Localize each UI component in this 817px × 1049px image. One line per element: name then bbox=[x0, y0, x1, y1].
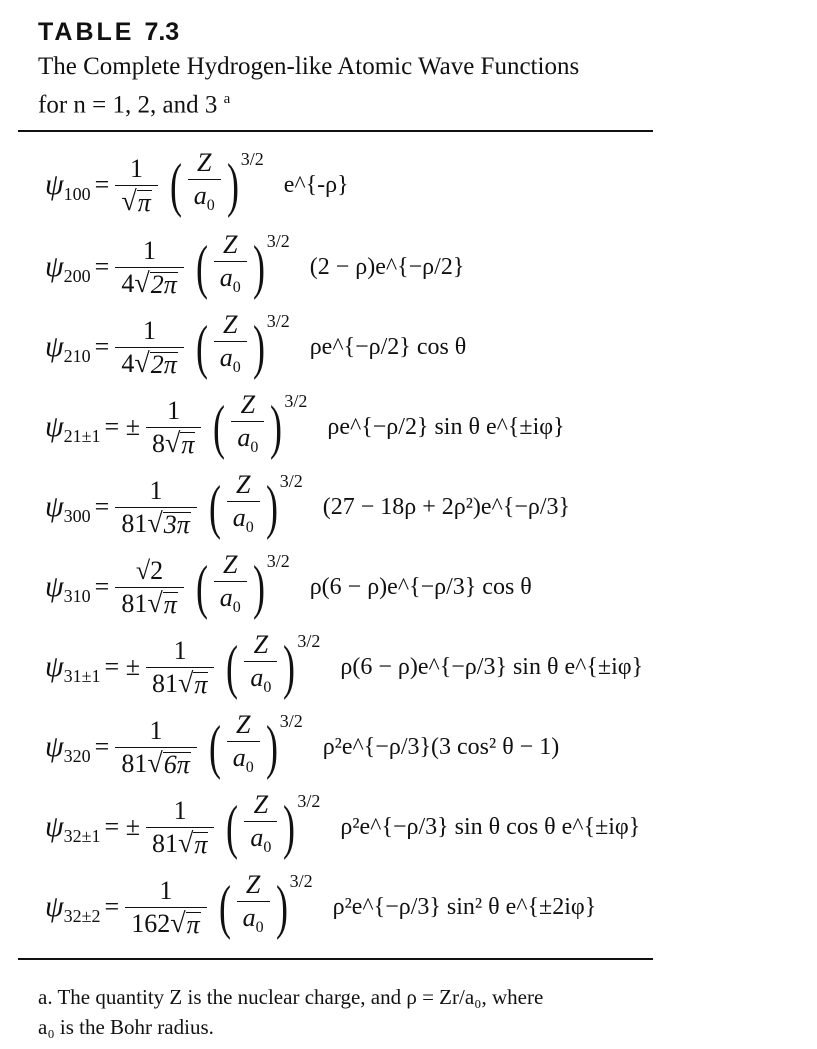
z-symbol: Z bbox=[253, 790, 269, 820]
exponent: 3/2 bbox=[279, 470, 303, 491]
z-over-a0 bbox=[227, 711, 260, 782]
psi-symbol: ψ bbox=[45, 650, 64, 683]
relation: = ± bbox=[104, 812, 140, 841]
coefficient bbox=[146, 637, 214, 698]
equation-row bbox=[45, 312, 466, 382]
radical-sign: √ bbox=[177, 827, 194, 859]
radical-sign: √ bbox=[147, 507, 163, 539]
a0-symbol bbox=[214, 581, 247, 622]
psi-symbol: ψ bbox=[45, 570, 64, 603]
table-title-footnote-marker: a bbox=[223, 91, 231, 107]
radicand: π bbox=[194, 669, 208, 699]
z-symbol: Z bbox=[235, 470, 251, 500]
right-paren: ) bbox=[283, 794, 296, 860]
relation: = bbox=[94, 170, 110, 199]
radial-angular-factor: e^{-ρ} bbox=[283, 171, 349, 198]
coefficient-denominator bbox=[115, 587, 183, 618]
coefficient bbox=[115, 717, 196, 778]
radial-angular-factor: ρ²e^{−ρ/3} sin θ cos θ e^{±iφ} bbox=[340, 813, 641, 840]
coefficient-denominator bbox=[125, 907, 206, 938]
relation: = bbox=[94, 732, 110, 761]
right-paren: ) bbox=[252, 234, 265, 300]
radicand: 3π bbox=[163, 509, 190, 539]
equation-row bbox=[45, 872, 596, 942]
z-over-a0 bbox=[244, 631, 277, 702]
a-symbol: a bbox=[219, 583, 233, 613]
top-rule bbox=[18, 130, 653, 132]
radicand: π bbox=[137, 187, 151, 217]
z-over-a0-term bbox=[205, 471, 303, 542]
coefficient-numerator: 1 bbox=[167, 395, 181, 425]
left-paren: ( bbox=[226, 634, 239, 700]
quantum-numbers: 21±1 bbox=[63, 425, 101, 446]
radicand: 6π bbox=[163, 749, 190, 779]
z-symbol: Z bbox=[240, 390, 256, 420]
z-over-a0 bbox=[237, 871, 270, 942]
coefficient-denominator bbox=[146, 667, 214, 698]
z-over-a0 bbox=[231, 391, 264, 462]
denominator-lead: 4 bbox=[121, 268, 135, 298]
radical-sign: √ bbox=[134, 347, 150, 379]
square-root bbox=[121, 185, 151, 217]
footnote-line1: a. The quantity Z is the nuclear charge, and ρ = Zr/a₀, where bbox=[38, 985, 544, 1009]
a0-symbol bbox=[227, 741, 260, 782]
a-symbol: a bbox=[219, 343, 233, 373]
z-symbol: Z bbox=[222, 550, 238, 580]
relation: = bbox=[94, 252, 110, 281]
table-label bbox=[38, 18, 179, 47]
left-paren: ( bbox=[218, 874, 231, 940]
right-paren: ) bbox=[226, 152, 239, 218]
radial-angular-factor: (2 − ρ)e^{−ρ/2} bbox=[309, 253, 465, 280]
denominator-lead: 81 bbox=[151, 828, 178, 858]
square-root bbox=[147, 507, 190, 539]
coefficient-numerator: 1 bbox=[143, 235, 157, 265]
a0-symbol bbox=[231, 421, 264, 462]
coefficient-numerator: 1 bbox=[173, 635, 187, 665]
quantum-numbers: 300 bbox=[63, 505, 91, 526]
radial-angular-factor: (27 − 18ρ + 2ρ²)e^{−ρ/3} bbox=[322, 493, 571, 520]
radical-sign: √ bbox=[177, 667, 194, 699]
z-symbol: Z bbox=[222, 310, 238, 340]
z-over-a0-term bbox=[192, 311, 290, 382]
equation-row bbox=[45, 472, 570, 542]
right-paren: ) bbox=[265, 474, 278, 540]
denominator-lead: 4 bbox=[121, 348, 135, 378]
coefficient bbox=[115, 477, 196, 538]
equation-row bbox=[45, 712, 559, 782]
square-root bbox=[164, 427, 195, 459]
psi-symbol: ψ bbox=[45, 890, 64, 923]
left-paren: ( bbox=[195, 554, 208, 620]
left-paren: ( bbox=[195, 314, 208, 380]
radicand: π bbox=[186, 909, 200, 939]
z-symbol: Z bbox=[235, 710, 251, 740]
a0-symbol bbox=[188, 179, 221, 220]
coefficient-denominator bbox=[115, 347, 183, 378]
denominator-lead: 81 bbox=[121, 588, 148, 618]
coefficient-numerator: 1 bbox=[149, 715, 163, 745]
a0-subscript: 0 bbox=[206, 197, 215, 215]
z-over-a0 bbox=[188, 149, 221, 220]
footnote-line2: a₀ is the Bohr radius. bbox=[38, 1015, 214, 1039]
left-paren: ( bbox=[208, 474, 221, 540]
radicand: 2π bbox=[150, 269, 177, 299]
z-over-a0-term bbox=[222, 791, 320, 862]
radicand: 2π bbox=[150, 349, 177, 379]
a-symbol: a bbox=[237, 423, 251, 453]
coefficient-denominator bbox=[115, 267, 183, 298]
z-over-a0-term bbox=[205, 711, 303, 782]
coefficient-denominator bbox=[146, 427, 201, 458]
square-root bbox=[134, 267, 177, 299]
a0-subscript: 0 bbox=[232, 599, 241, 617]
exponent: 3/2 bbox=[266, 230, 290, 251]
radial-angular-factor: ρ(6 − ρ)e^{−ρ/3} sin θ e^{±iφ} bbox=[340, 653, 644, 680]
exponent: 3/2 bbox=[266, 550, 290, 571]
right-paren: ) bbox=[265, 714, 278, 780]
coefficient-denominator bbox=[115, 507, 196, 538]
square-root bbox=[170, 907, 200, 939]
a0-symbol bbox=[214, 341, 247, 382]
a0-subscript: 0 bbox=[232, 359, 241, 377]
radial-angular-factor: ρe^{−ρ/2} cos θ bbox=[309, 333, 467, 360]
table-number: 7.3 bbox=[144, 18, 180, 46]
a0-symbol bbox=[214, 261, 247, 302]
radical-sign: √ bbox=[164, 427, 181, 459]
exponent: 3/2 bbox=[289, 870, 313, 891]
left-paren: ( bbox=[169, 152, 182, 218]
denominator-lead: 81 bbox=[121, 508, 148, 538]
z-over-a0 bbox=[244, 791, 277, 862]
a-symbol: a bbox=[193, 181, 207, 211]
a0-subscript: 0 bbox=[245, 759, 254, 777]
quantum-numbers: 320 bbox=[63, 745, 91, 766]
z-over-a0 bbox=[214, 231, 247, 302]
z-symbol: Z bbox=[196, 148, 212, 178]
z-over-a0-term bbox=[192, 231, 290, 302]
coefficient-numerator: 1 bbox=[130, 153, 144, 183]
table-title-line1: The Complete Hydrogen-like Atomic Wave Functions bbox=[38, 53, 580, 80]
radical-sign: √ bbox=[147, 747, 163, 779]
a0-subscript: 0 bbox=[255, 919, 264, 937]
coefficient bbox=[115, 237, 183, 298]
z-symbol: Z bbox=[222, 230, 238, 260]
quantum-numbers: 32±1 bbox=[63, 825, 101, 846]
table-title-line2 bbox=[38, 84, 658, 120]
relation: = bbox=[104, 892, 120, 921]
a0-symbol bbox=[237, 901, 270, 942]
z-over-a0-term bbox=[166, 149, 264, 220]
denominator-lead: 8 bbox=[151, 428, 165, 458]
denominator-lead: 81 bbox=[151, 668, 178, 698]
coefficient bbox=[115, 557, 183, 618]
table-title-line2-text: for n = 1, 2, and 3 bbox=[38, 91, 218, 119]
coefficient-denominator bbox=[115, 185, 157, 216]
quantum-numbers: 32±2 bbox=[63, 905, 101, 926]
square-root bbox=[177, 667, 208, 699]
equation-row bbox=[45, 150, 349, 220]
radicand: π bbox=[163, 589, 177, 619]
exponent: 3/2 bbox=[284, 390, 308, 411]
radial-angular-factor: ρ²e^{−ρ/3}(3 cos² θ − 1) bbox=[322, 733, 560, 760]
psi-symbol: ψ bbox=[45, 250, 64, 283]
exponent: 3/2 bbox=[266, 310, 290, 331]
a0-symbol bbox=[244, 821, 277, 862]
radicand: π bbox=[181, 429, 195, 459]
z-over-a0-term bbox=[215, 871, 313, 942]
z-over-a0-term bbox=[192, 551, 290, 622]
table-label-word: TABLE bbox=[38, 18, 135, 46]
right-paren: ) bbox=[275, 874, 288, 940]
a-symbol: a bbox=[219, 263, 233, 293]
equation-row bbox=[45, 232, 464, 302]
equation-row bbox=[45, 392, 565, 462]
equation-row bbox=[45, 632, 643, 702]
a0-symbol bbox=[227, 501, 260, 542]
psi-symbol: ψ bbox=[45, 730, 64, 763]
quantum-numbers: 310 bbox=[63, 585, 91, 606]
coefficient-numerator: 1 bbox=[143, 315, 157, 345]
z-symbol: Z bbox=[253, 630, 269, 660]
z-over-a0 bbox=[227, 471, 260, 542]
coefficient-numerator: 1 bbox=[159, 875, 173, 905]
quantum-numbers: 31±1 bbox=[63, 665, 101, 686]
left-paren: ( bbox=[213, 394, 226, 460]
coefficient-numerator: 1 bbox=[149, 475, 163, 505]
left-paren: ( bbox=[208, 714, 221, 780]
psi-symbol: ψ bbox=[45, 410, 64, 443]
footnote bbox=[38, 982, 658, 1042]
a0-symbol bbox=[244, 661, 277, 702]
psi-symbol: ψ bbox=[45, 168, 64, 201]
radical-sign: √ bbox=[134, 267, 150, 299]
exponent: 3/2 bbox=[279, 710, 303, 731]
coefficient bbox=[146, 797, 214, 858]
z-over-a0 bbox=[214, 311, 247, 382]
square-root bbox=[147, 747, 190, 779]
square-root bbox=[177, 827, 208, 859]
equation-row bbox=[45, 552, 532, 622]
relation: = ± bbox=[104, 412, 140, 441]
relation: = bbox=[94, 572, 110, 601]
left-paren: ( bbox=[226, 794, 239, 860]
a0-subscript: 0 bbox=[263, 679, 272, 697]
coefficient bbox=[125, 877, 206, 938]
z-over-a0-term bbox=[209, 391, 307, 462]
exponent: 3/2 bbox=[240, 148, 264, 169]
z-over-a0 bbox=[214, 551, 247, 622]
denominator-lead: 81 bbox=[121, 748, 148, 778]
radial-angular-factor: ρe^{−ρ/2} sin θ e^{±iφ} bbox=[327, 413, 565, 440]
a0-subscript: 0 bbox=[250, 439, 259, 457]
psi-symbol: ψ bbox=[45, 810, 64, 843]
relation: = bbox=[94, 492, 110, 521]
square-root bbox=[147, 587, 177, 619]
radical-sign: √ bbox=[121, 185, 137, 217]
a0-subscript: 0 bbox=[263, 839, 272, 857]
right-paren: ) bbox=[283, 634, 296, 700]
right-paren: ) bbox=[270, 394, 283, 460]
z-over-a0-term bbox=[222, 631, 320, 702]
coefficient bbox=[115, 155, 157, 216]
a0-subscript: 0 bbox=[232, 279, 241, 297]
coefficient-denominator bbox=[115, 747, 196, 778]
quantum-numbers: 210 bbox=[63, 345, 91, 366]
a-symbol: a bbox=[250, 823, 264, 853]
quantum-numbers: 200 bbox=[63, 265, 91, 286]
bottom-rule bbox=[18, 958, 653, 960]
radical-sign: √ bbox=[170, 907, 186, 939]
exponent: 3/2 bbox=[297, 790, 321, 811]
right-paren: ) bbox=[252, 314, 265, 380]
a0-subscript: 0 bbox=[245, 519, 254, 537]
coefficient bbox=[146, 397, 201, 458]
relation: = ± bbox=[104, 652, 140, 681]
psi-symbol: ψ bbox=[45, 330, 64, 363]
coefficient-numerator: 1 bbox=[173, 795, 187, 825]
z-symbol: Z bbox=[245, 870, 261, 900]
radial-angular-factor: ρ²e^{−ρ/3} sin² θ e^{±2iφ} bbox=[332, 893, 597, 920]
a-symbol: a bbox=[232, 743, 246, 773]
psi-symbol: ψ bbox=[45, 490, 64, 523]
denominator-lead: 162 bbox=[131, 908, 171, 938]
left-paren: ( bbox=[195, 234, 208, 300]
coefficient-denominator bbox=[146, 827, 214, 858]
square-root bbox=[134, 347, 177, 379]
a-symbol: a bbox=[242, 903, 256, 933]
coefficient-numerator: √2 bbox=[135, 555, 164, 585]
a-symbol: a bbox=[250, 663, 264, 693]
radicand: π bbox=[194, 829, 208, 859]
right-paren: ) bbox=[252, 554, 265, 620]
coefficient bbox=[115, 317, 183, 378]
a-symbol: a bbox=[232, 503, 246, 533]
radical-sign: √ bbox=[147, 587, 163, 619]
radial-angular-factor: ρ(6 − ρ)e^{−ρ/3} cos θ bbox=[309, 573, 532, 600]
exponent: 3/2 bbox=[297, 630, 321, 651]
equation-row bbox=[45, 792, 640, 862]
quantum-numbers: 100 bbox=[63, 183, 91, 204]
relation: = bbox=[94, 332, 110, 361]
